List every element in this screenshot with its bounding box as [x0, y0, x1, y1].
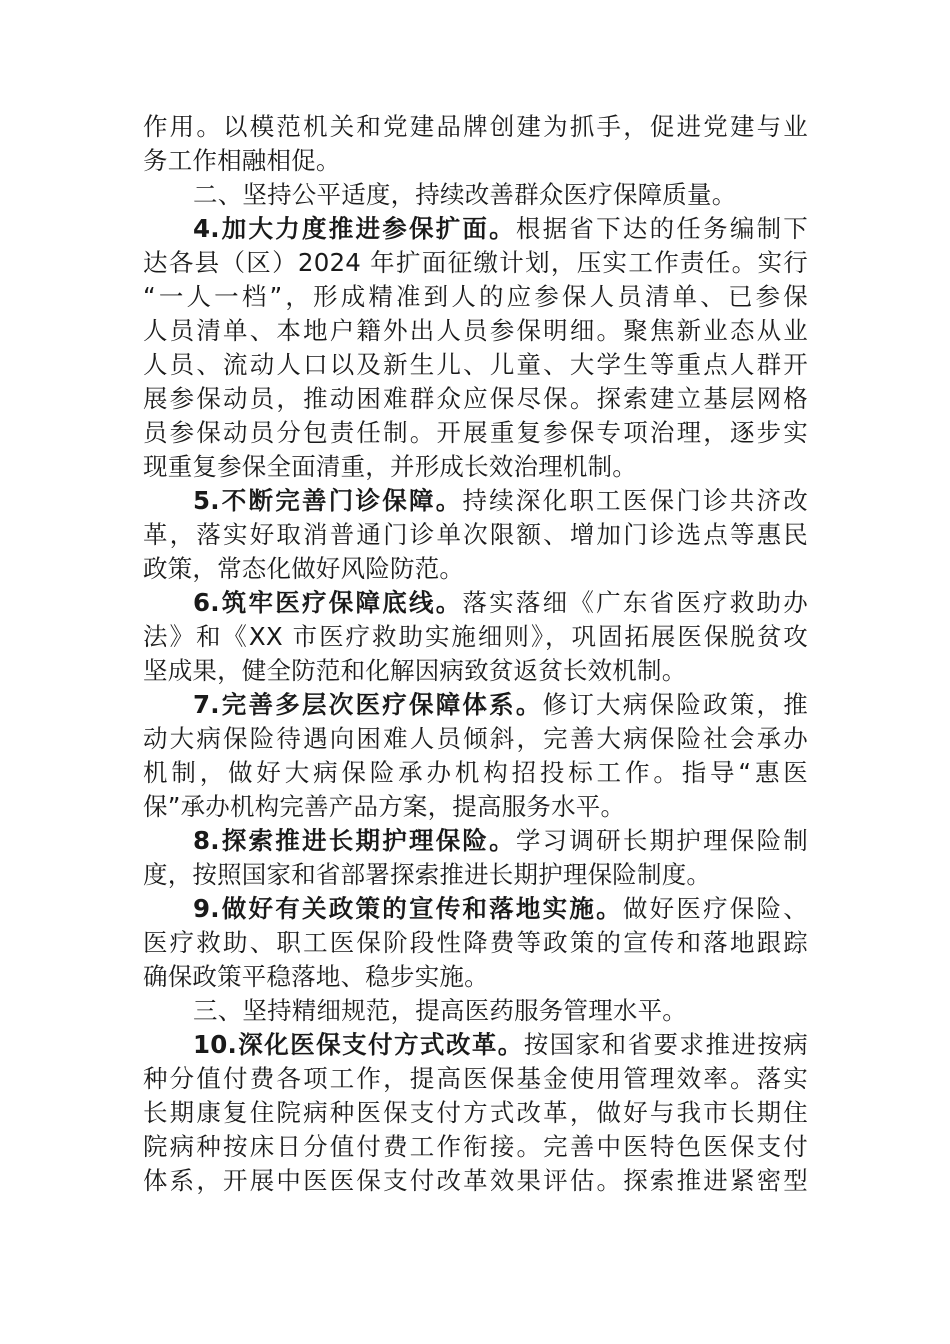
- text-line: 务工作相融相促。: [143, 146, 341, 175]
- text-line: 种分值付费各项工作，提高医保基金使用管理效率。落实: [143, 1064, 808, 1093]
- item-10-paragraph: [143, 1028, 808, 1198]
- item-8-paragraph: [143, 824, 808, 892]
- item-5-heading: 5.不断完善门诊保障。: [193, 486, 463, 515]
- text-line: 根据省下达的任务编制下: [515, 214, 808, 243]
- text-line: 做好医疗保险、: [622, 894, 808, 923]
- text-line: 员参保动员分包责任制。开展重复参保专项治理，逐步实: [143, 418, 808, 447]
- item-4-heading: 4.加大力度推进参保扩面。: [193, 214, 516, 243]
- item-6-paragraph: [143, 586, 808, 688]
- text-line: 作用。以模范机关和党建品牌创建为抓手，促进党建与业: [143, 112, 808, 141]
- text-line: 动大病保险待遇向困难人员倾斜，完善大病保险社会承办: [143, 724, 808, 753]
- text-line: 革，落实好取消普通门诊单次限额、增加门诊选点等惠民: [143, 520, 808, 549]
- text-line: 法》和《XX 市医疗救助实施细则》，巩固拓展医保脱贫攻: [143, 622, 808, 651]
- text-line: 机制，做好大病保险承办机构招投标工作。指导“惠医: [143, 758, 808, 787]
- text-line: 坚成果，健全防范和化解因病致贫返贫长效机制。: [143, 656, 687, 685]
- item-8-heading: 8.探索推进长期护理保险。: [193, 826, 516, 855]
- item-4-paragraph: [143, 212, 808, 484]
- text-line: 保”承办机构完善产品方案，提高服务水平。: [143, 792, 626, 821]
- text-line: 修订大病保险政策，推: [542, 690, 808, 719]
- item-9-heading: 9.做好有关政策的宣传和落地实施。: [193, 894, 623, 923]
- item-9-paragraph: [143, 892, 808, 994]
- section-heading-2: [143, 178, 808, 212]
- text-line: 展参保动员，推动困难群众应保尽保。探索建立基层网格: [143, 384, 808, 413]
- text-line: 现重复参保全面清重，并形成长效治理机制。: [143, 452, 637, 481]
- section-heading-3: [143, 994, 808, 1028]
- document-page: [143, 110, 808, 1198]
- text-line: 人员、流动人口以及新生儿、儿童、大学生等重点人群开: [143, 350, 808, 379]
- section-title: 三、坚持精细规范，提高医药服务管理水平。: [193, 996, 687, 1025]
- text-line: 政策，常态化做好风险防范。: [143, 554, 465, 583]
- text-line: 学习调研长期护理保险制: [515, 826, 808, 855]
- item-5-paragraph: [143, 484, 808, 586]
- text-line: “一人一档”，形成精准到人的应参保人员清单、已参保: [143, 282, 808, 311]
- text-line: 落实落细《广东省医疗救助办: [462, 588, 808, 617]
- text-line: 度，按照国家和省部署探索推进长期护理保险制度。: [143, 860, 712, 889]
- item-10-heading: 10.深化医保支付方式改革。: [193, 1030, 524, 1059]
- text-line: 达各县（区）2024 年扩面征缴计划，压实工作责任。实行: [143, 248, 808, 277]
- text-line: 按国家和省要求推进按病: [523, 1030, 808, 1059]
- section-title: 二、坚持公平适度，持续改善群众医疗保障质量。: [193, 180, 737, 209]
- item-7-paragraph: [143, 688, 808, 824]
- text-line: 长期康复住院病种医保支付方式改革，做好与我市长期住: [143, 1098, 808, 1127]
- text-line: 确保政策平稳落地、稳步实施。: [143, 962, 489, 991]
- item-7-heading: 7.完善多层次医疗保障体系。: [193, 690, 543, 719]
- text-line: 人员清单、本地户籍外出人员参保明细。聚焦新业态从业: [143, 316, 808, 345]
- paragraph-continuation: [143, 110, 808, 178]
- item-6-heading: 6.筑牢医疗保障底线。: [193, 588, 463, 617]
- text-line: 医疗救助、职工医保阶段性降费等政策的宣传和落地跟踪: [143, 928, 808, 957]
- text-line: 持续深化职工医保门诊共济改: [462, 486, 808, 515]
- text-line: 体系，开展中医医保支付改革效果评估。探索推进紧密型: [143, 1166, 808, 1195]
- text-line: 院病种按床日分值付费工作衔接。完善中医特色医保支付: [143, 1132, 808, 1161]
